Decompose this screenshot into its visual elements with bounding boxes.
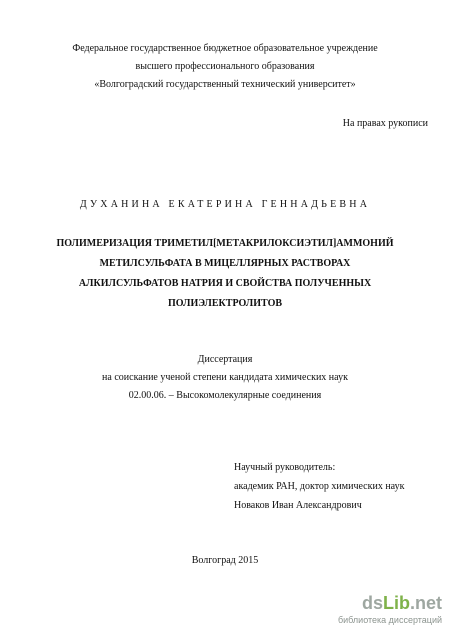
- dslib-watermark: [338, 593, 442, 629]
- thesis-specialty: 02.00.06. – Высокомолекулярные соединения: [128, 390, 322, 401]
- supervisor-name: Новаков Иван Александрович: [234, 500, 362, 511]
- dissertation-title-line-3: АЛКИЛСУЛЬФАТОВ НАТРИЯ И СВОЙСТВА ПОЛУЧЕННЫХ: [78, 278, 372, 289]
- author-name: ДУХАНИНА ЕКАТЕРИНА ГЕННАДЬЕВНА: [79, 199, 371, 210]
- dslib-logo: [362, 593, 442, 613]
- logo-prefix: ds: [361, 593, 383, 613]
- logo-suffix: .net: [409, 593, 442, 613]
- institution-line-1: Федеральное государственное бюджетное образовательное учреждение: [72, 43, 378, 54]
- supervisor-title: академик РАН, доктор химических наук: [234, 481, 405, 492]
- logo-accent: Lib: [382, 593, 410, 613]
- thesis-type: Диссертация: [197, 354, 253, 365]
- dissertation-title-line-4: ПОЛИЭЛЕКТРОЛИТОВ: [167, 298, 283, 309]
- dissertation-title-line-2: МЕТИЛСУЛЬФАТА В МИЦЕЛЛЯРНЫХ РАСТВОРАХ: [99, 258, 351, 269]
- manuscript-note: На правах рукописи: [342, 118, 428, 129]
- dissertation-title-line-1: ПОЛИМЕРИЗАЦИЯ ТРИМЕТИЛ[МЕТАКРИЛОКСИЭТИЛ]АММОНИЙ: [56, 238, 394, 249]
- thesis-degree: на соискание ученой степени кандидата химических наук: [102, 372, 348, 383]
- institution-line-2: высшего профессионального образования: [135, 61, 315, 72]
- city-year: Волгоград 2015: [191, 555, 259, 566]
- watermark-subtitle: библиотека диссертаций: [337, 615, 442, 625]
- institution-line-3: «Волгоградский государственный технический университет»: [94, 79, 356, 90]
- supervisor-label: Научный руководитель:: [234, 462, 336, 473]
